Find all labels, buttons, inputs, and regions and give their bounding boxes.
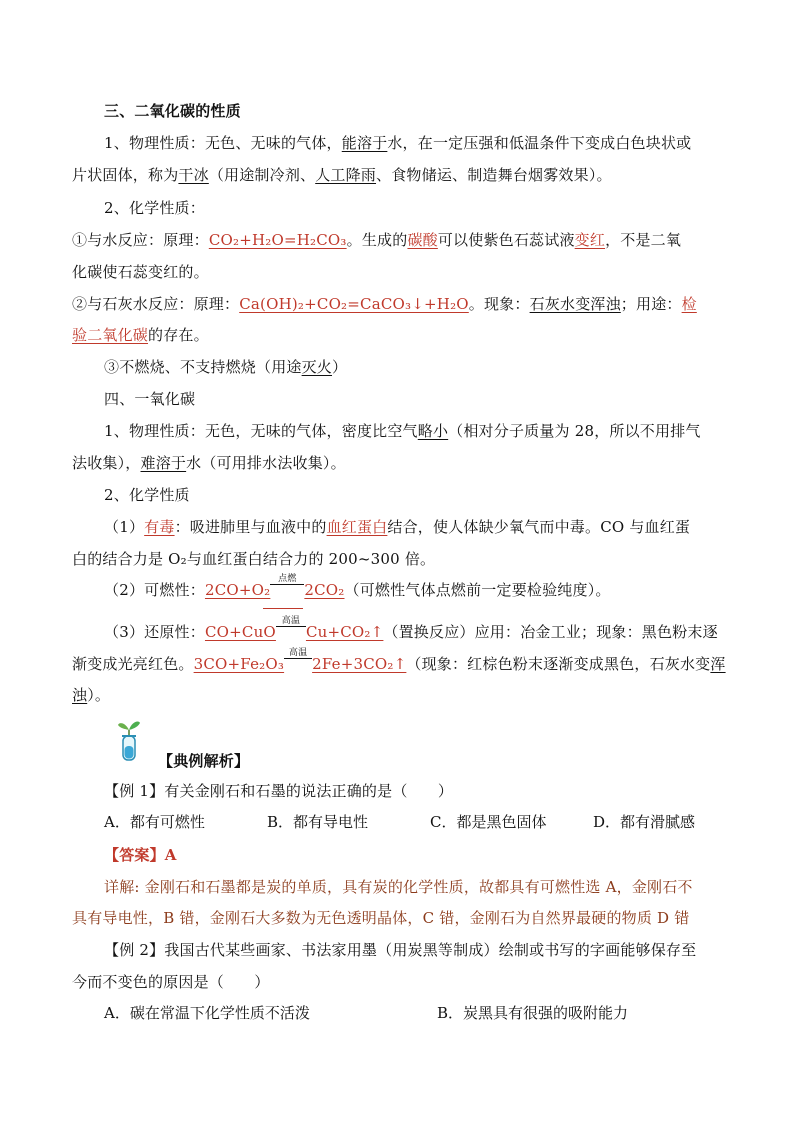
co-chemical-title: 2、化学性质 [104, 486, 190, 504]
co-combustion-line: （2）可燃性：2CO+O₂ 点燃 2CO₂（可燃性气体点燃前一定要检验纯度）。 [104, 574, 611, 599]
combustion-underline [263, 608, 303, 609]
co2-fire-line: ③不燃烧、不支持燃烧（用途灭火） [104, 358, 348, 376]
reduction2-condition-arrow: 高温 [284, 655, 312, 669]
co2-water-equation: CO₂+H₂O=H₂CO₃ [208, 231, 347, 249]
co2-chemical-title: 2、化学性质： [104, 199, 205, 217]
co2-water-line1: ①与水反应：原理：CO₂+H₂O=H₂CO₃。生成的碳酸可以使紫色石蕊试液变红，不是二氧 [72, 231, 682, 249]
co2-lime-line1: ②与石灰水反应：原理：Ca(OH)₂+CO₂=CaCO₃↓+H₂O。现象：石灰水变浑浊；用途：检 [72, 295, 697, 313]
example2-option-b: B．炭黑具有很强的吸附能力 [437, 1004, 629, 1022]
section3-heading: 三、二氧化碳的性质 [104, 102, 241, 120]
co-physical-line1: 1、物理性质：无色，无味的气体，密度比空气略小（相对分子质量为 28，所以不用排气 [104, 422, 701, 440]
example2-question-line1: 【例 2】我国古代某些画家、书法家用墨（用炭黑等制成）绘制或书写的字画能够保存至 [104, 941, 697, 959]
example2-question-line2: 今而不变色的原因是（ ） [72, 973, 270, 991]
seedling-test-tube-icon [116, 716, 142, 762]
combustion-condition-arrow: 点燃 [270, 581, 304, 595]
example2-option-a: A．碳在常温下化学性质不活泼 [104, 1004, 310, 1022]
co2-lime-equation: Ca(OH)₂+CO₂=CaCO₃↓+H₂O [239, 295, 469, 313]
co-toxic-line2: 白的结合力是 O₂与血红蛋白结合力的 200~300 倍。 [72, 550, 436, 568]
co-reduction-line2: 渐变成光亮红色。3CO+Fe₂O₃ 高温 2Fe+3CO₂↑（现象：红棕色粉末逐渐变成黑色，石灰水变浑 [72, 648, 726, 673]
example1-detail-line1: 详解: 金刚石和石墨都是炭的单质，具有炭的化学性质，故都具有可燃性选 A，金刚石不 [104, 878, 693, 896]
example1-detail-line2: 具有导电性，B 错，金刚石大多数为无色透明晶体，C 错，金刚石为自然界最硬的物质 D 错 [72, 909, 690, 927]
co2-physical-line1: 1、物理性质：无色、无味的气体，能溶于水，在一定压强和低温条件下变成白色块状或 [104, 134, 692, 152]
section4-heading: 四、一氧化碳 [104, 390, 196, 408]
example1-option-b: B．都有导电性 [267, 813, 369, 831]
example1-answer: 【答案】A [104, 846, 177, 864]
example1-question: 【例 1】有关金刚石和石墨的说法正确的是（ ） [104, 782, 454, 800]
example1-option-a: A．都有可燃性 [104, 813, 205, 831]
example1-option-c: C．都是黑色固体 [430, 813, 547, 831]
example1-option-d: D．都有滑腻感 [593, 813, 696, 831]
co-toxic-line1: （1）有毒：吸进肺里与血液中的血红蛋白结合，使人体缺少氧气而中毒。CO 与血红蛋 [104, 518, 691, 536]
co2-water-line2: 化碳使石蕊变红的。 [72, 263, 209, 281]
co2-physical-line2: 片状固体，称为干冰（用途制冷剂、人工降雨、食物储运、制造舞台烟雾效果）。 [72, 166, 612, 184]
co2-lime-line2: 验二氧化碳的存在。 [72, 326, 209, 344]
co-reduction-line3: 浊）。 [72, 686, 111, 704]
reduction-condition-arrow: 高温 [276, 623, 306, 637]
co-reduction-line1: （3）还原性：CO+CuO 高温 Cu+CO₂↑（置换反应）应用：冶金工业；现象：黑色粉末逐 [104, 616, 718, 641]
co-physical-line2: 法收集），难溶于水（可用排水法收集）。 [72, 454, 346, 472]
examples-heading: 【典例解析】 [158, 752, 250, 770]
